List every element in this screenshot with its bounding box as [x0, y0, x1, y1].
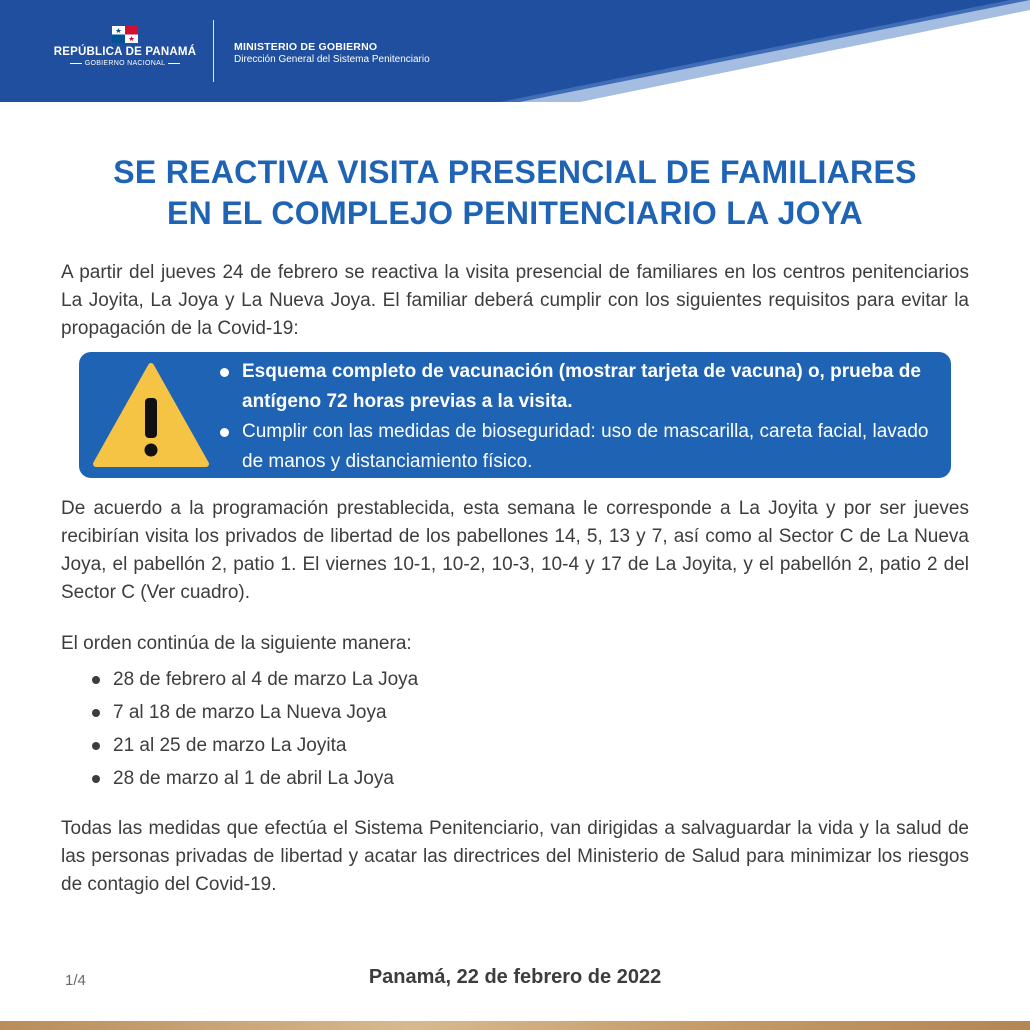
bottom-strip: [0, 1021, 1030, 1030]
schedule-list: [92, 663, 418, 795]
programming-paragraph: De acuerdo a la programación prestablecida, esta semana le corresponde a La Joyita y por ser jueves recibirían visita los privados de libertad de los pabellones 14, 5, 13 y 7, así como al Sector C de La Nueva Joya, el pabellón 2, patio 1. El viernes 10-1, 10-2, 10-3, 10-4 y 17 de La Joyita, y el pabellón 2, patio 2 del Sector C (Ver cuadro).: [61, 498, 969, 603]
requirement-item-vaccination: Esquema completo de vacunación (mostrar tarjeta de vacuna) o, prueba de antígeno 72 horas previas a la visita.: [220, 357, 940, 417]
order-intro: El orden continúa de la siguiente manera:: [61, 633, 412, 654]
intro-paragraph: A partir del jueves 24 de febrero se reactiva la visita presencial de familiares en los centros penitenciarios La Joyita, La Joya y La Nueva Joya. El familiar deberá cumplir con los siguientes requisitos para evitar la propagación de la Covid-19:: [61, 262, 969, 339]
schedule-item: 28 de marzo al 1 de abril La Joya: [92, 762, 418, 795]
schedule-item: 28 de febrero al 4 de marzo La Joya: [92, 663, 418, 696]
warning-icon: [92, 362, 210, 470]
department-name: Dirección General del Sistema Penitenciario: [234, 54, 430, 65]
date-line: Panamá, 22 de febrero de 2022: [368, 966, 662, 988]
requirement-item-biosecurity: Cumplir con las medidas de bioseguridad: uso de mascarilla, careta facial, lavado de manos y distanciamiento físico.: [220, 417, 940, 477]
header-bar: [0, 0, 1030, 102]
country-name: REPÚBLICA DE PANAMÁ: [53, 46, 197, 58]
ministry-name: MINISTERIO DE GOBIERNO: [234, 41, 378, 53]
requirements-list: [220, 357, 940, 477]
schedule-item: 21 al 25 de marzo La Joyita: [92, 729, 418, 762]
header-divider: [213, 20, 214, 82]
closing-paragraph: Todas las medidas que efectúa el Sistema Penitenciario, van dirigidas a salvaguardar la vida y la salud de las personas privadas de libertad y acatar las directrices del Ministerio de Salud para minimizar los riesgos de contagio del Covid-19.: [61, 818, 969, 895]
title-line-1: SE REACTIVA VISITA PRESENCIAL DE FAMILIARES: [113, 154, 917, 190]
title-line-2: EN EL COMPLEJO PENITENCIARIO LA JOYA: [167, 195, 863, 231]
ministry-block: [234, 41, 430, 65]
government-logo: [50, 26, 200, 67]
schedule-item: 7 al 18 de marzo La Nueva Joya: [92, 696, 418, 729]
government-label: GOBIERNO NACIONAL: [50, 60, 200, 67]
page-indicator: 1/4: [65, 972, 86, 989]
panama-flag-icon: [112, 26, 138, 43]
page-title: [40, 152, 990, 234]
